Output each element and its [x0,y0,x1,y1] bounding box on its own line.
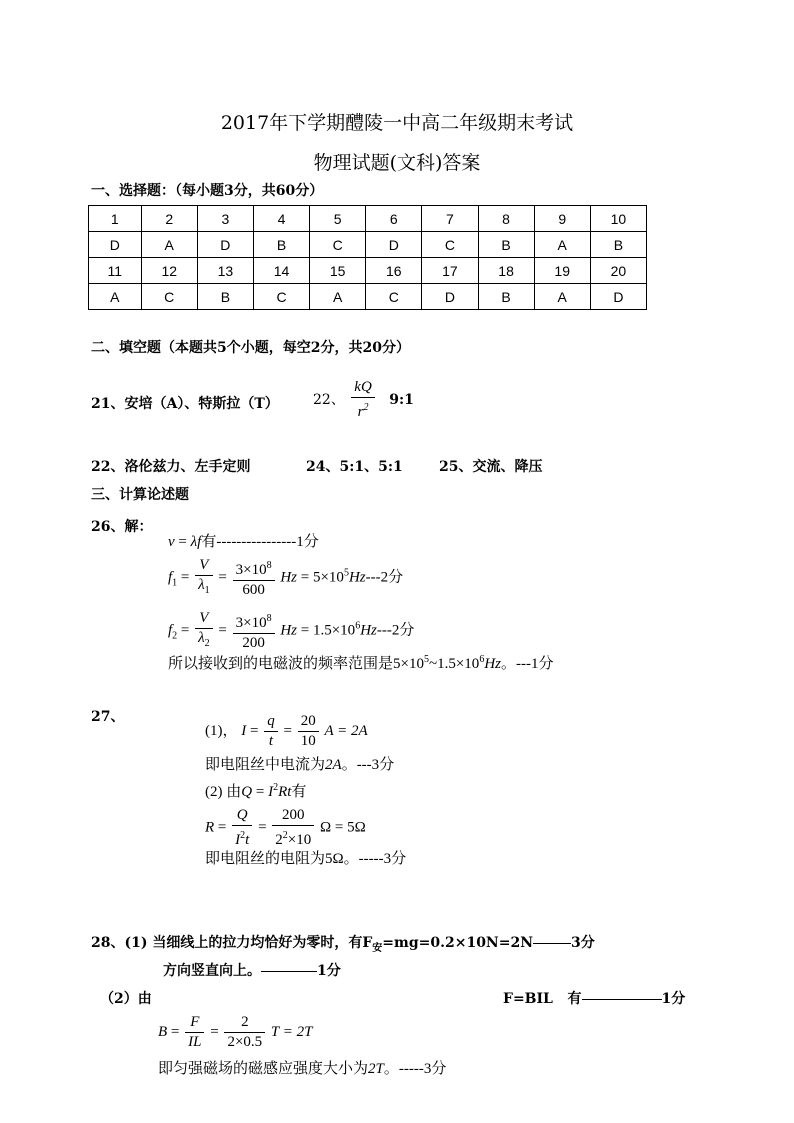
f2-points: 2分 [391,622,415,639]
exam-title: 2017年下学期醴陵一中高二年级期末考试 [220,112,574,134]
q27-p2-text: (2) 由 [205,784,242,800]
long-dash [533,943,571,944]
q26-l1-points: 1分 [296,534,319,550]
f2-result: 1.5×10 [312,622,356,639]
q27-s1 [205,753,394,774]
f1-num2-exp: 8 [266,560,272,571]
f2-den: λ [198,630,205,646]
answer-22-ratio: 9:1 [389,392,414,408]
q27-r-result: Ω = 5Ω [320,819,366,836]
q27-s2 [205,847,406,868]
table-cell: A [310,284,366,310]
q27-s2-value: 5Ω [325,851,344,867]
table-cell: C [422,232,478,258]
q28-p2: （2）由 [100,991,152,1007]
q28-l1-rest: =mg=0.2×10N=2N [382,935,533,951]
q28-b-num2: 2 [224,1013,265,1033]
q27-label: 27、 [91,709,125,725]
table-cell: C [253,284,309,310]
q26-line1: v = λf有----------------1分 [168,534,319,550]
q28-fbil-text: 有 [567,991,582,1007]
section-2-heading: 二、填空题（本题共5个小题，每空2分，共20分） [91,340,410,356]
range-a: 5×10 [393,656,424,672]
q28-b-den: IL [188,1034,202,1050]
f1-num: V [195,556,213,576]
table-cell: B [478,284,534,310]
q26-conclusion-text: 所以接收到的电磁波的频率范围是 [168,656,394,672]
q27-r-den: I [235,832,241,848]
table-cell: 9 [534,206,590,232]
table-cell: 5 [310,206,366,232]
table-cell: A [534,232,590,258]
f2-result-exp: 6 [355,620,361,632]
q28-l1-points: 3分 [571,935,595,951]
q26-conclusion: 所以接收到的电磁波的频率范围是$5\times 10^5\sim 1.5\times 10^6Hz$。---1分 [168,654,554,672]
f1-result: 5×10 [312,569,344,586]
answer-21: 21、安培（A）、特斯拉（T） [91,396,279,412]
q27-p1: (1)， I = $\frac{q}{t}$ = $\frac{20}{10}$ A = 2A [205,713,368,749]
table-cell: A [534,284,590,310]
q28-fbil-formula: F=BIL [503,991,553,1007]
q27-p2-you: 有 [291,784,307,800]
q27-20: 20 [298,712,319,732]
f2-den2: 200 [242,635,265,651]
q28-b-den2: 2×0.5 [227,1034,263,1050]
table-cell: 1 [89,206,142,232]
q28-l1-text: 28、(1) 当细线上的拉力均恰好为零时，有F [91,935,373,951]
table-cell: 10 [590,206,646,232]
q26-l1-text: 有 [201,534,217,550]
table-cell: 19 [534,258,590,284]
q28-line1 [91,932,595,954]
f2-num2: 3×10 [235,615,267,631]
q26-f1: $f_1$ = $\frac{V}{\lambda_1}$ = $\frac{3\times 10^8}{600}$ $Hz = 5\times 10^5Hz---2$分 [168,557,404,598]
q27-r: R = $\frac{Q}{I^2t}$ = $\frac{200}{2^2\times 10}$ Ω = 5Ω [205,807,366,848]
q27-t: t [268,733,274,749]
q27-r-num2: 200 [272,806,314,826]
q28-fbil-points: 1分 [661,991,686,1007]
answer-25: 25、交流、降压 [439,459,543,475]
table-cell: D [366,232,422,258]
q28-concl-text: 即匀强磁场的磁感应强度大小为 [158,1061,369,1077]
q27-s1-value: 2A [325,757,342,773]
exam-subtitle: 物理试题(文科)答案 [313,152,481,174]
q26-label: 26、解： [91,519,153,535]
table-cell: 14 [253,258,309,284]
range-b-exp: 6 [479,654,485,665]
table-cell: C [310,232,366,258]
table-cell: 13 [197,258,253,284]
table-cell: A [89,284,142,310]
q28-concl-value: 2T [368,1061,384,1077]
long-dash [261,971,317,972]
table-cell: 15 [310,258,366,284]
f2-num: V [195,609,213,629]
kq-numerator: kQ [351,378,375,398]
q27-r-den2b: ×10 [287,832,312,848]
answer-24: 24、5:1、5:1 [306,459,403,475]
long-dash [582,999,662,1000]
table-row [89,258,647,284]
q27-p1-text: (1)， [205,722,238,739]
table-cell: D [422,284,478,310]
q28-concl-points: 。-----3分 [383,1061,447,1077]
kq-denominator: r [357,404,364,420]
table-cell: B [197,284,253,310]
f1-num2: 3×10 [235,562,267,578]
table-row [89,232,647,258]
table-cell: 4 [253,206,309,232]
table-cell: 17 [422,258,478,284]
table-cell: 11 [89,258,142,284]
f1-den2: 600 [242,582,265,598]
q27-s2-points: 。-----3分 [343,851,407,867]
table-cell: C [366,284,422,310]
table-cell: 20 [590,258,646,284]
table-cell: 6 [366,206,422,232]
q28-b-result: T = 2T [270,1023,313,1040]
f1-result-exp: 5 [343,567,349,579]
kq-denominator-exp: 2 [363,402,369,413]
q28-b-num: F [185,1013,204,1033]
table-cell: 8 [478,206,534,232]
table-cell: A [141,232,197,258]
q28-l1-sub: 安 [372,942,383,954]
section-1-heading: 一、选择题：（每小题3分，共60分） [91,183,324,199]
f1-points: 2分 [380,569,404,586]
table-cell: 12 [141,258,197,284]
table-cell: 16 [366,258,422,284]
q27-r-num: Q [232,806,252,826]
table-cell: B [590,232,646,258]
q27-p1-result: A = 2A [324,722,368,739]
q27-s1-text: 即电阻丝中电流为 [205,757,326,773]
answer-table [88,205,647,310]
kq-over-r2 [351,378,375,422]
q27-r-den2: 2 [275,832,283,848]
q28-line2 [163,960,341,980]
table-cell: 7 [422,206,478,232]
q26-f2: $f_2$ = $\frac{V}{\lambda_2}$ = $\frac{3\times 10^8}{200}$ $Hz = 1.5\times 10^6Hz---2$分 [168,610,415,651]
q28-l2-points: 1分 [317,963,341,979]
f1-den: λ [198,577,205,593]
table-cell: C [141,284,197,310]
q27-s1-points: 。---3分 [341,757,395,773]
table-cell: D [89,232,142,258]
table-cell: 2 [141,206,197,232]
section-3-heading: 三、计算论述题 [91,487,189,503]
range-points: 。---1分 [500,656,554,672]
table-cell: B [478,232,534,258]
f2-num2-exp: 8 [266,613,272,624]
q27-s2-text: 即电阻丝的电阻为 [205,851,326,867]
table-cell: D [590,284,646,310]
q28-b: B = $\frac{F}{IL}$ = $\frac{2}{2\times 0.5}$ T = 2T [158,1014,313,1050]
range-b: ~1.5×10 [428,656,480,672]
table-cell: 18 [478,258,534,284]
dash-line: ---------------- [216,534,297,550]
q27-p2: (2) 由$Q = I^2Rt$有 [205,782,307,800]
answer-22 [313,378,414,422]
table-cell: D [197,232,253,258]
range-a-exp: 5 [423,654,429,665]
table-cell: 3 [197,206,253,232]
q28-conclusion [158,1057,446,1078]
table-row [89,206,647,232]
q28-fbil [503,988,685,1008]
q27-10: 10 [300,733,316,749]
answer-22b: 22、洛伦兹力、左手定则 [91,459,251,475]
answer-22-label: 22、 [313,392,345,408]
q28-l2-text: 方向竖直向上。 [163,963,261,979]
table-cell: B [253,232,309,258]
table-row [89,284,647,310]
q27-q: q [264,712,278,732]
